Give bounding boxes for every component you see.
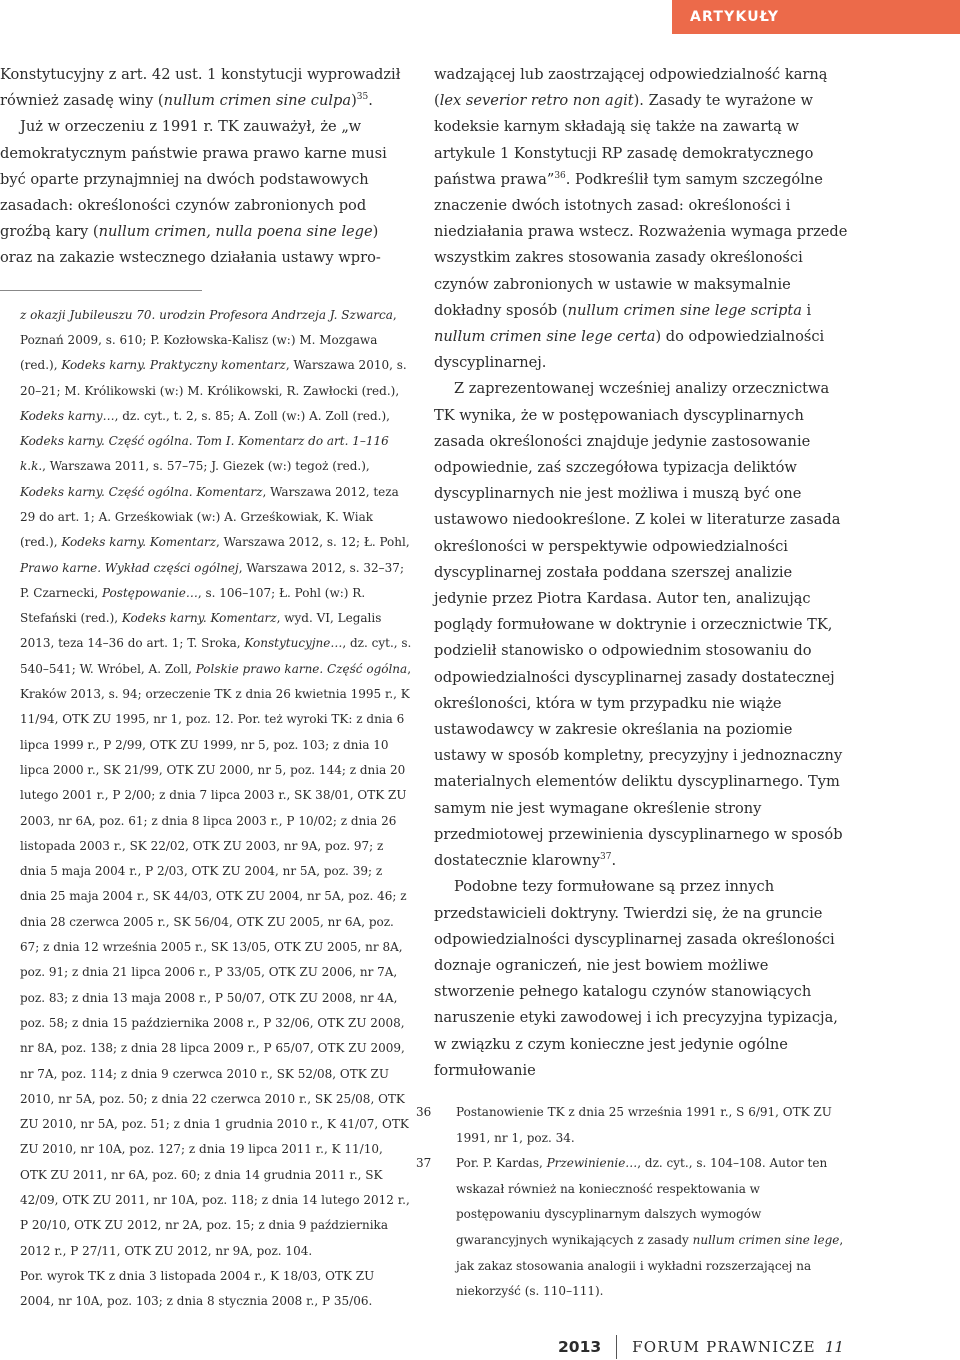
right-paragraph-2: Z zaprezentowanej wcześniej analizy orzecznictwa TK wynika, że w postępowaniach dyscyplinarnych zasada określoności znajduje jedynie zastosowanie odpowiednie, zaś szczegółowa typizacja deliktów dyscyplinarnych nie jest możliwa i muszą być one ustawowo niedookreślone. Z kolei w literaturze zasada określoności w perspektywie odpowiedzialności dyscyplinarnej została poddana szerszej analizie jedynie przez Piotra Kardasa. Autor ten, analizując poglądy formułowane w doktrynie i orzecznictwie TK, podzielił stanowisko o odpowiednim stosowaniu do odpowiedzialności dyscyplinarnej zasady dostatecznej określoności, która w tym przypadku nie wiąże ustawodawcy w zakresie określania na poziomie ustawy w sposób kompletny, precyzyjny i jednoznaczny materialnych elementów deliktu dyscyplinarnego. Tym samym nie jest wymagane określenie strony przedmiotowej przewinienia dyscyplinarnego w sposób dostatecznie klarowny$^{37}$.: [434, 380, 843, 870]
footnote-34-continuation: z okazji Jubileuszu 70. urodzin Profesora Andrzeja J. Szwarca, Poznań 2009, s. 610; P. Kozłowska-Kalisz (w:) M. Mozgawa (red.), Kodeks karny. Praktyczny komentarz, Warszawa 2010, s. 20–21; M. Królikowski (w:) M. Królikowski, R. Zawłocki (red.), Kodeks karny…, dz. cyt., t. 2, s. 85; A. Zoll (w:) A. Zoll (red.), Kodeks karny. Część ogólna. Tom I. Komentarz do art. 1–116 k.k., Warszawa 2011, s. 57–75; J. Giezek (w:) tegoż (red.), Kodeks karny. Część ogólna. Komentarz, Warszawa 2012, teza 29 do art. 1; A. Grześkowiak (w:) A. Grześkowiak, K. Wiak (red.), Kodeks karny. Komentarz, Warszawa 2012, s. 12; Ł. Pohl, Prawo karne. Wykład części ogólnej, Warszawa 2012, s. 32–37; P. Czarnecki, Postępowanie…, s. 106–107; Ł. Pohl (w:) R. Stefański (red.), Kodeks karny. Komentarz, wyd. VI, Legalis 2013, teza 14–36 do art. 1; T. Sroka, Konstytucyjne…, dz. cyt., s. 540–541; W. Wróbel, A. Zoll, Polskie prawo karne. Część ogólna, Kraków 2013, s. 94; orzeczenie TK z dnia 26 kwietnia 1995 r., K 11/94, OTK ZU 1995, nr 1, poz. 12. Por. też wyroki TK: z dnia 6 lipca 1999 r., P 2/99, OTK ZU 1999, nr 5, poz. 103; z dnia 10 lipca 2000 r., SK 21/99, OTK ZU 2000, nr 5, poz. 144; z dnia 20 lutego 2001 r., P 2/00; z dnia 7 lipca 2003 r., SK 38/01, OTK ZU 2003, nr 6A, poz. 61; z dnia 8 lipca 2003 r., P 10/02; z dnia 26 listopada 2003 r., SK 22/02, OTK ZU 2003, nr 9A, poz. 97; z dnia 5 maja 2004 r., P 2/03, OTK ZU 2004, nr 5A, poz. 39; z dnia 25 maja 2004 r., SK 44/03, OTK ZU 2004, nr 5A, poz. 46; z dnia 28 czerwca 2005 r., SK 56/04, OTK ZU 2005, nr 6A, poz. 67; z dnia 12 września 2005 r., SK 13/05, OTK ZU 2005, nr 8A, poz. 91; z dnia 21 lipca 2006 r., P 33/05, OTK ZU 2006, nr 7A, poz. 83; z dnia 13 maja 2008 r., P 50/07, OTK ZU 2008, nr 4A, poz. 58; z dnia 15 października 2008 r., P 32/06, OTK ZU 2008, nr 8A, poz. 138; z dnia 28 lipca 2009 r., P 65/07, OTK ZU 2009, nr 7A, poz. 114; z dnia 9 czerwca 2010 r., SK 52/08, OTK ZU 2010, nr 5A, poz. 50; z dnia 22 czerwca 2010 r., SK 25/08, OTK ZU 2010, nr 5A, poz. 51; z dnia 1 grudnia 2010 r., K 41/07, OTK ZU 2010, nr 10A, poz. 127; z dnia 19 lipca 2011 r., K 11/10, OTK ZU 2011, nr 6A, poz. 60; z dnia 14 grudnia 2011 r., SK 42/09, OTK ZU 2011, nr 10A, poz. 118; z dnia 14 lutego 2012 r., P 20/10, OTK ZU 2012, nr 2A, poz. 15; z dnia 9 października 2012 r., P 27/11, OTK ZU 2012, nr 9A, poz. 104.: [20, 307, 412, 1258]
footnote-text: Postanowienie TK z dnia 25 września 1991 r., S 6/91, OTK ZU 1991, nr 1, poz. 34.: [456, 1105, 832, 1145]
right-column: [434, 62, 848, 1084]
magazine-title: FORUM PRAWNICZE: [632, 1338, 816, 1356]
footnote-number: 37: [416, 1156, 432, 1171]
footnote-text: Por. wyrok TK z dnia 3 listopada 2004 r., K 18/03, OTK ZU 2004, nr 10A, poz. 103; z dnia 8 stycznia 2008 r., P 35/06.: [20, 1268, 375, 1309]
footnote-ref: 36: [554, 170, 566, 181]
footnote-number: [0, 1264, 20, 1289]
left-paragraph-2: Już w orzeczeniu z 1991 r. TK zauważył, że „w demokratycznym państwie prawa prawo karne musi być oparte przynajmniej na dwóch podstawowych zasadach: określoności czynów zabronionych pod groźbą kary (nullum crimen, nulla poena sine lege) oraz na zakazie wstecznego działania ustawy wpro-: [0, 118, 387, 267]
section-badge: ARTYKUŁY: [672, 0, 960, 34]
footnote-text: Por. P. Kardas, Przewinienie…, dz. cyt., s. 104–108. Autor ten wskazał również na konieczność respektowania w postępowaniu dyscyplinarnym dalszych wymogów gwarancyjnych wynikających z zasady nullum crimen sine lege, jak zakaz stosowania analogii i wykładni rozszerzającej na niekorzyść (s. 110–111).: [456, 1156, 844, 1299]
footnote-ref: 35: [356, 92, 369, 103]
right-paragraph-1: wadzającej lub zaostrzającej odpowiedzialność karną (lex severior retro non agit). Zasady te wyrażone w kodeksie karnym składają się także na zawartą w artykule 1 Konstytucji RP zasadę demokratycznego państwa prawa”$^{36}$. Podkreślił tym samym szczególne znaczenie dwóch istotnych zasad: określoności i niedziałania prawa wstecz. Rozważenia wymaga przede wszystkim zakres stosowania zasady określoności czynów zabronionych w ustawie w maksymalnie dokładny sposób (nullum crimen sine lege scripta i nullum crimen sine lege certa) do odpowiedzialności dyscyplinarnej.: [434, 66, 848, 372]
footnote-35: [0, 1264, 412, 1315]
issue-year: 2013: [558, 1338, 602, 1356]
footnote-number: 36: [416, 1105, 432, 1119]
left-column: [0, 62, 412, 1315]
footnote-separator: [0, 290, 202, 291]
right-footnotes: [416, 1100, 848, 1305]
left-paragraph-1: Konstytucyjny z art. 42 ust. 1 konstytucji wyprowadził również zasadę winy (nullum crimen sine culpa)$^{35}$.: [0, 66, 401, 110]
page-number: 11: [824, 1338, 844, 1356]
left-footnotes: [0, 303, 412, 1315]
right-paragraph-3: Podobne tezy formułowane są przez innych przedstawicieli doktryny. Twierdzi się, że na gruncie odpowiedzialności dyscyplinarnej zasada określoności doznaje ograniczeń, nie jest bowiem możliwe stworzenie pełnego katalogu czynów stanowiących naruszenie etyki zawodowej i ich precyzyjna typizacja, w związku z czym konieczne jest jedynie ogólne formułowanie: [434, 878, 838, 1079]
footnote-36: [416, 1100, 848, 1151]
footnote-37: [416, 1151, 848, 1305]
footnote-ref: 37: [600, 852, 612, 863]
page-footer: [558, 1334, 844, 1360]
